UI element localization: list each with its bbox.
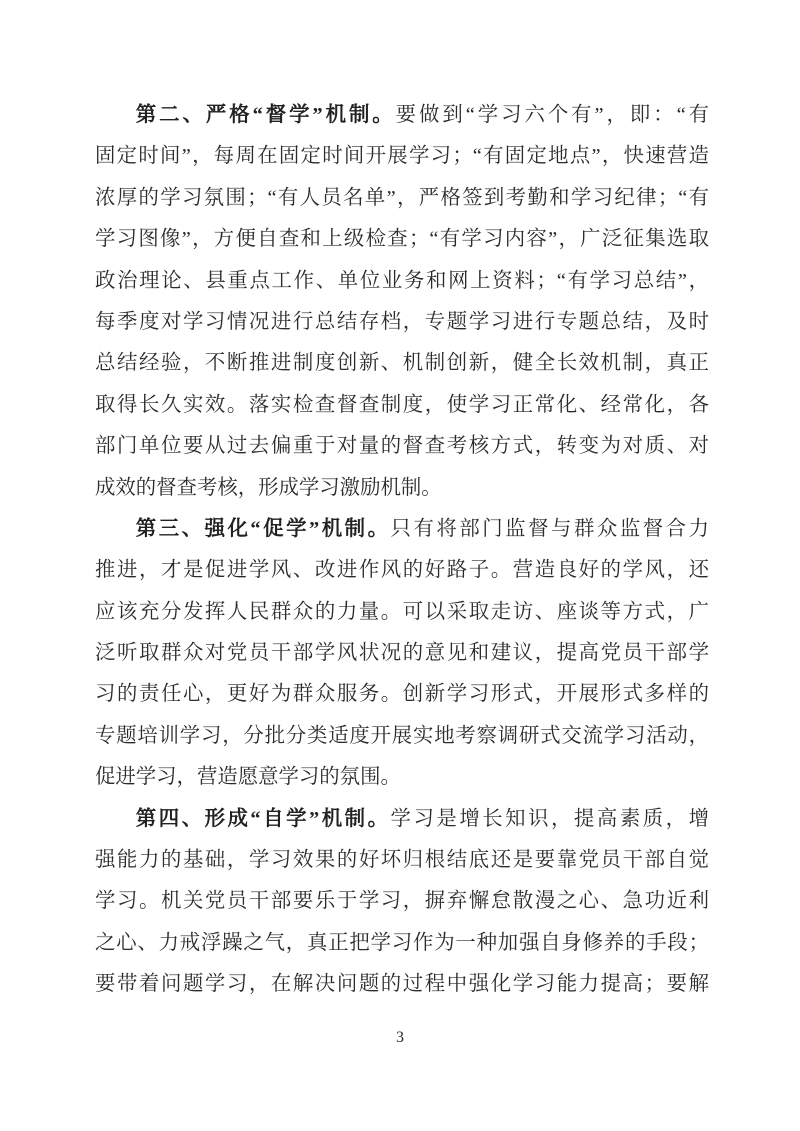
paragraph-line: 之心、力戒浮躁之气，真正把学习作为一种加强自身修养的手段；: [95, 931, 709, 954]
paragraph-line: 固定时间”，每周在固定时间开展学习；“有固定地点”，快速营造: [95, 145, 709, 168]
paragraph-line: 政治理论、县重点工作、单位业务和网上资料；“有学习总结”，: [95, 269, 709, 292]
paragraph-text: 学习是增长知识，提高素质，增: [390, 807, 710, 830]
paragraph-line: 强能力的基础，学习效果的好坏归根结底还是要靠党员干部自觉: [95, 849, 709, 872]
paragraph-line: 部门单位要从过去偏重于对量的督查考核方式，转变为对质、对: [95, 435, 709, 458]
paragraph-line: [95, 509, 709, 550]
paragraph-lead: 第四、形成“自学”机制。: [135, 807, 391, 830]
paragraph-lead: 第三、强化“促学”机制。: [135, 517, 391, 540]
paragraph-line: 专题培训学习，分批分类适度开展实地考察调研式交流学习活动，: [95, 724, 709, 747]
paragraph-line: 要带着问题学习，在解决问题的过程中强化学习能力提高；要解: [95, 973, 709, 996]
paragraph-line: 促进学习，营造愿意学习的氛围。: [95, 766, 401, 789]
paragraph-line: 浓厚的学习氛围；“有人员名单”，严格签到考勤和学习纪律；“有: [95, 186, 709, 209]
page-number: 3: [396, 1029, 404, 1046]
paragraph-line: 应该充分发挥人民群众的力量。可以采取走访、座谈等方式，广: [95, 600, 709, 623]
paragraph-line: 取得长久实效。落实检查督查制度，使学习正常化、经常化，各: [95, 393, 709, 416]
paragraph-text: 要做到“学习六个有”，即：“有: [395, 104, 710, 126]
paragraph-line: 推进，才是促进学风、改进作风的好路子。营造良好的学风，还: [95, 559, 709, 582]
paragraph-line: [95, 799, 709, 840]
paragraph-line: 成效的督查考核，形成学习激励机制。: [95, 476, 442, 499]
paragraph-text: 只有将部门监督与群众监督合力: [390, 517, 710, 540]
paragraph-line: 每季度对学习情况进行总结存档，专题学习进行专题总结，及时: [95, 310, 709, 333]
document-body: [95, 95, 709, 1006]
paragraph-line: 总结经验，不断推进制度创新、机制创新，健全长效机制，真正: [95, 352, 709, 375]
paragraph-line: 学习。机关党员干部要乐于学习，摒弃懈怠散漫之心、急功近利: [95, 890, 709, 913]
paragraph-line: 学习图像”，方便自查和上级检查；“有学习内容”，广泛征集选取: [95, 228, 709, 251]
paragraph-line: 泛听取群众对党员干部学风状况的意见和建议，提高党员干部学: [95, 642, 709, 665]
paragraph-line: [95, 95, 709, 136]
paragraph-line: 习的责任心，更好为群众服务。创新学习形式，开展形式多样的: [95, 683, 709, 706]
paragraph-lead: 第二、严格“督学”机制。: [135, 104, 396, 126]
